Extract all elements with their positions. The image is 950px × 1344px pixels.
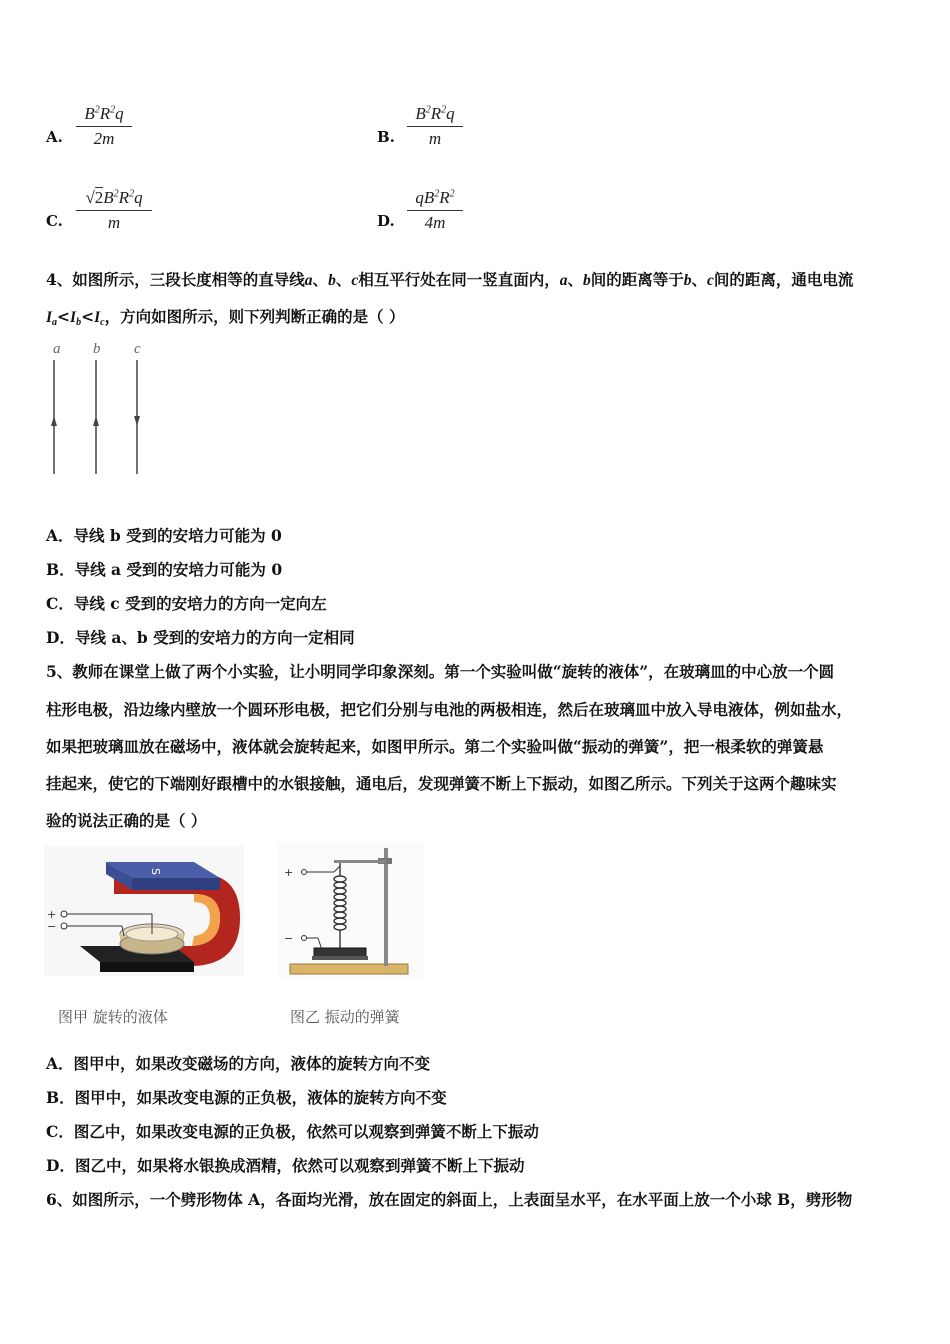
q3-option-d-numerator: $qB^2R^2$ xyxy=(407,188,463,211)
q4-option-b[interactable]: B．导线 a 受到的安培力可能为 0 xyxy=(46,560,283,579)
yi-minus-sign: − xyxy=(284,932,294,945)
q4-option-a[interactable]: A．导线 b 受到的安培力可能为 0 xyxy=(46,526,282,545)
q4-var: c xyxy=(351,272,359,289)
q4-stem-text: 间的距离，通电电流 xyxy=(713,270,854,289)
q5-stem-line4: 挂起来，使它的下端刚好跟槽中的水银接触，通电后，发现弹簧不断上下振动，如图乙所示。下列关于这两个趣味实 xyxy=(46,774,837,793)
q3-option-d-denominator: 4m xyxy=(424,213,446,232)
q4-stem-text: ，方向如图所示，则下列判断正确的是（ ） xyxy=(104,307,405,326)
q5-stem-line5: 验的说法正确的是（ ） xyxy=(46,811,207,830)
wire-label-a: a xyxy=(53,341,61,357)
q4-var: a xyxy=(559,272,568,289)
q3-option-b-fraction xyxy=(407,104,463,149)
q3-option-c-denominator: m xyxy=(107,213,121,232)
q4-var: b xyxy=(583,272,591,289)
q6-stem-line1: 6、如图所示，一个劈形物体 A，各面均光滑，放在固定的斜面上，上表面呈水平，在水平面上放一个小球 B，劈形物 xyxy=(46,1190,853,1209)
q3-option-a-label: A. xyxy=(46,128,63,146)
wire-a-arrow-up-icon xyxy=(51,416,57,426)
q4-sep: 、 xyxy=(567,270,583,289)
q3-option-b-numerator: $B^2R^2q$ xyxy=(407,104,463,127)
q4-option-c[interactable]: C．导线 c 受到的安培力的方向一定向左 xyxy=(46,594,327,613)
q3-option-b-denominator: m xyxy=(428,129,442,148)
current-symbol: I xyxy=(70,309,77,326)
q4-var: a xyxy=(304,272,313,289)
q4-option-d[interactable]: D．导线 a、b 受到的安培力的方向一定相同 xyxy=(46,628,355,647)
q3-option-a-fraction xyxy=(76,104,132,149)
q4-var: b xyxy=(683,272,692,289)
q4-sep: 、 xyxy=(335,270,352,289)
q3-option-d-label: D. xyxy=(377,212,395,230)
q5-stem-line1: 5、教师在课堂上做了两个小实验，让小明同学印象深刻。第一个实验叫做“旋转的液体”，在玻璃皿的中心放一个圆 xyxy=(46,662,835,681)
figure-jia-rotating-liquid xyxy=(44,846,244,976)
q4-stem-text: 4、如图所示，三段长度相等的直导线 xyxy=(46,270,305,289)
figure-jia-caption: 图甲 旋转的液体 xyxy=(58,1008,168,1026)
stand-pole xyxy=(384,848,388,966)
q4-wires-figure xyxy=(40,338,160,480)
stand-arm xyxy=(334,860,386,863)
q4-stem-text: 相互平行处在同一竖直面内， xyxy=(358,270,560,289)
q4-sep: 、 xyxy=(691,270,708,289)
figure-yi-caption: 图乙 振动的弹簧 xyxy=(290,1008,400,1026)
q4-stem-line1 xyxy=(46,270,853,291)
current-subscript: a xyxy=(52,317,58,328)
q3-option-a-numerator: $B^2R^2q$ xyxy=(76,104,132,127)
less-than: < xyxy=(57,307,71,326)
q3-option-c-fraction xyxy=(76,188,152,233)
current-symbol: I xyxy=(94,309,101,326)
q3-option-a-denominator: 2m xyxy=(93,129,115,148)
q5-option-d[interactable]: D．图乙中，如果将水银换成酒精，依然可以观察到弹簧不断上下振动 xyxy=(46,1156,525,1175)
q3-option-c-label: C. xyxy=(46,212,63,230)
q4-stem-text: 间的距离等于 xyxy=(590,270,684,289)
jia-plus-sign: + xyxy=(47,908,57,921)
q4-sep: 、 xyxy=(312,270,329,289)
figure-yi-vibrating-spring xyxy=(278,842,424,980)
q5-stem-line2: 柱形电极，沿边缘内壁放一个圆环形电极，把它们分别与电池的两极相连，然后在玻璃皿中放入导电液体，例如盐水， xyxy=(46,700,853,719)
q4-var: b xyxy=(328,272,336,289)
wire-label-b: b xyxy=(93,341,101,357)
q5-option-c[interactable]: C．图乙中，如果改变电源的正负极，依然可以观察到弹簧不断上下振动 xyxy=(46,1122,539,1141)
stand-base xyxy=(290,964,408,974)
q4-stem-line2 xyxy=(46,307,405,333)
q5-stem-line3: 如果把玻璃皿放在磁场中，液体就会旋转起来，如图甲所示。第二个实验叫做“振动的弹簧”，把一根柔软的弹簧悬 xyxy=(46,737,824,756)
wire-c-arrow-down-icon xyxy=(134,416,140,426)
q3-option-d-fraction xyxy=(407,188,463,233)
jia-minus-sign: − xyxy=(47,920,57,933)
current-symbol: I xyxy=(46,309,53,326)
q3-option-b-label: B. xyxy=(377,128,395,146)
wire-b-arrow-up-icon xyxy=(93,416,99,426)
q5-option-a[interactable]: A．图甲中，如果改变磁场的方向，液体的旋转方向不变 xyxy=(46,1054,431,1073)
magnet-pole-label: S xyxy=(149,868,162,875)
q4-var: c xyxy=(707,272,714,289)
q5-option-b[interactable]: B．图甲中，如果改变电源的正负极，液体的旋转方向不变 xyxy=(46,1088,447,1107)
current-subscript: c xyxy=(100,317,105,328)
wire-label-c: c xyxy=(134,341,141,357)
q3-option-c-numerator: $√2B^2R^2q$ xyxy=(76,188,152,211)
current-subscript: b xyxy=(76,317,82,328)
less-than: < xyxy=(81,307,95,326)
yi-plus-sign: + xyxy=(284,866,294,879)
